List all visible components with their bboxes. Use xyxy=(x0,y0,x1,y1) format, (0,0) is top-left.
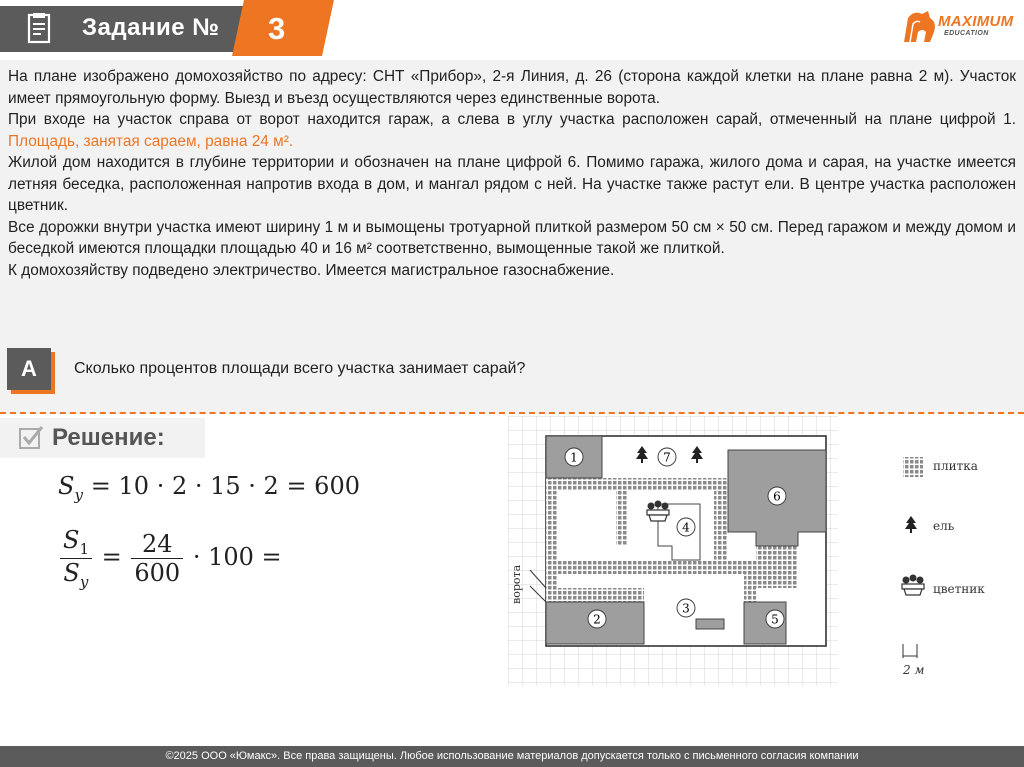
task-paragraph: К домохозяйству подведено электричество. Имеется магистральное газоснабжение. xyxy=(8,261,615,279)
plan-marker xyxy=(565,448,583,466)
plan-marker-label: 4 xyxy=(682,520,690,535)
logo-subtext: EDUCATION xyxy=(944,30,989,37)
tile-path xyxy=(546,588,644,602)
equals-sign: = xyxy=(101,542,122,571)
task-paragraph: На плане изображено домохозяйство по адресу: СНТ «Прибор», 2-я Линия, д. 26 (сторона каждой клетки на плане равна 2 м). Участок имеет прямоугольную форму. Выезд и въезд осуществляются через единственные ворота. xyxy=(8,68,1016,107)
scale-label: 2 м xyxy=(903,663,925,677)
scale-bar xyxy=(903,644,917,658)
plan-marker xyxy=(677,518,695,536)
plan-marker-label: 3 xyxy=(682,601,690,616)
tile-path xyxy=(714,490,728,560)
formula-subscript: у xyxy=(74,485,84,504)
legend-tile-label: плитка xyxy=(933,459,978,473)
fraction-right xyxy=(131,530,183,587)
badge-letter: А xyxy=(21,356,37,381)
legend-fir-label: ель xyxy=(933,519,955,533)
plan-marker-label: 6 xyxy=(773,489,781,504)
footer: ©2025 ООО «Юмакс». Все права защищены. Любое использование материалов допускается только с письменного согласия компании xyxy=(0,746,1024,767)
document-icon xyxy=(26,13,54,45)
plan-marker xyxy=(768,487,786,505)
plan-marker xyxy=(766,610,784,628)
logo-mark-icon xyxy=(900,8,940,46)
task-paragraph xyxy=(8,109,1016,152)
tile-path xyxy=(616,490,628,546)
flowerbed-icon xyxy=(902,575,924,596)
tile-path xyxy=(546,478,728,490)
formula-tail: · 100 = xyxy=(192,542,282,571)
task-text xyxy=(8,66,1016,281)
formula-percentage xyxy=(58,526,282,591)
task-paragraph: Жилой дом находится в глубине территории и обозначен на плане цифрой 6. Помимо гаража, жилого дома и сарая, на участке имеется летняя беседка, расположенная напротив входа в дом, и мангал рядом с ней. На участке также растут ели. В центре участка расположен цветник. xyxy=(8,154,1016,214)
task-paragraph-text: При входе на участок справа от ворот находится гараж, а слева в углу участка расположен сарай, отмеченный на плане цифрой 1. xyxy=(8,111,1016,128)
plan-marker-label: 7 xyxy=(663,450,671,465)
plan-legend xyxy=(895,440,1005,690)
tile-area xyxy=(756,546,798,588)
tile-path xyxy=(558,560,758,574)
task-panel xyxy=(0,60,1024,414)
header xyxy=(0,0,1024,60)
plan-marker xyxy=(658,448,676,466)
plan-marker-label: 2 xyxy=(593,612,601,627)
task-paragraph: Все дорожки внутри участка имеют ширину 1 м и вымощены тротуарной плиткой размером 50 см × 50 см. Перед гаражом и между домом и беседкой имеются площадки площадью 40 и 16 м² соответственно, вымощенные такой же плиткой. xyxy=(8,218,1016,257)
solution-title: Решение: xyxy=(52,424,165,451)
highlighted-fact: Площадь, занятая сараем, равна 24 м². xyxy=(8,132,294,150)
question-text: Сколько процентов площади всего участка занимает сарай? xyxy=(74,360,526,377)
fraction-subscript: 1 xyxy=(79,539,89,558)
legend-flowerbed-label: цветник xyxy=(933,582,985,596)
tile-path xyxy=(546,490,558,588)
formula-symbol: S xyxy=(58,472,75,500)
fraction-numerator: 24 xyxy=(131,530,183,559)
formula-expression: = 10 · 2 · 15 · 2 = 600 xyxy=(90,472,360,500)
plan-marker xyxy=(677,599,695,617)
fraction-symbol: S xyxy=(63,558,80,587)
fraction-denominator: 600 xyxy=(134,558,181,587)
grill xyxy=(696,619,724,629)
flowerbed-icon xyxy=(647,501,669,522)
site-plan xyxy=(508,416,838,686)
plan-marker-label: 5 xyxy=(771,612,779,627)
checkbox-icon xyxy=(18,424,44,450)
fraction-symbol: S xyxy=(63,526,80,554)
task-number: 3 xyxy=(268,11,286,46)
fraction-subscript: у xyxy=(79,572,89,591)
task-title: Задание № xyxy=(82,14,220,41)
formula-area xyxy=(58,472,360,504)
tile-path xyxy=(744,574,756,602)
fir-tree-icon xyxy=(905,516,917,533)
question-badge xyxy=(7,348,51,390)
maximum-logo xyxy=(900,6,1015,48)
fraction-left xyxy=(60,526,92,591)
plan-marker-label: 1 xyxy=(570,450,578,465)
plan-marker xyxy=(588,610,606,628)
gate-label: ворота xyxy=(510,564,523,604)
logo-text: MAXIMUM xyxy=(938,13,1014,30)
